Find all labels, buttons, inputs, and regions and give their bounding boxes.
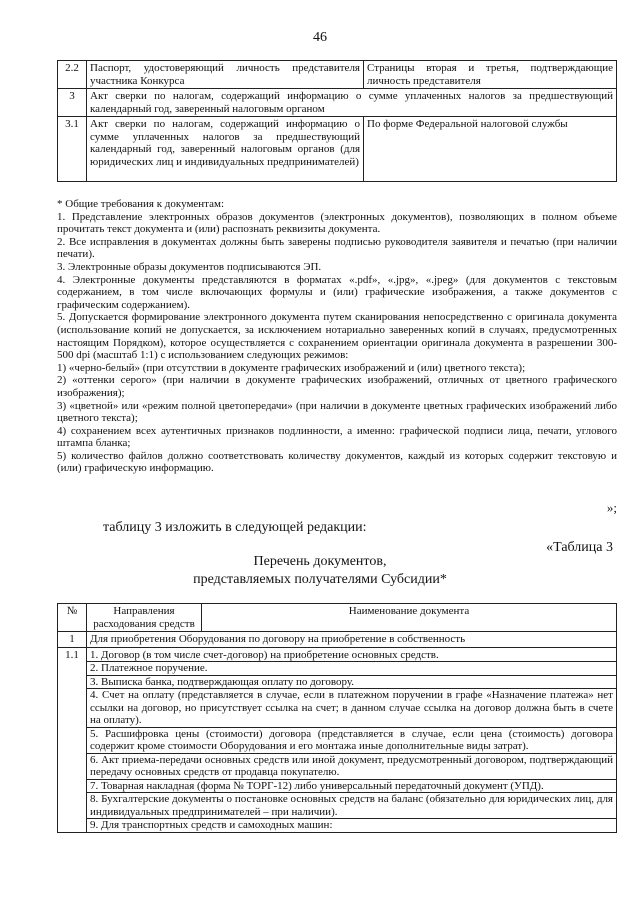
footnote-item: 1) «черно-белый» (при отсутствии в документе графических изображений и (или) цветного текста); [57, 361, 526, 374]
document-requirement: Страницы вторая и третья, подтверждающие личность представителя [364, 61, 617, 89]
table-row [58, 89, 617, 117]
header-direction: Направления расходования средств [87, 604, 202, 632]
title-line: Перечень документов, [253, 554, 387, 569]
footnote-item: 2) «оттенки серого» (при наличии в документе графических изображений, отличных от цветного графического изображения); [57, 374, 617, 399]
footnote-item: 4. Электронные документы представляются в форматах «.pdf», «.jpg», «.jpeg» (для документов с текстовым содержанием, в том числе включающих формулы и (или) графические изображения, а также документов с графическим содержанием). [57, 273, 617, 311]
title-line: представляемых получателями Субсидии* [193, 572, 447, 587]
list-item: 7. Товарная накладная (форма № ТОРГ-12) либо универсальный передаточный документ (УПД). [87, 780, 616, 794]
footnote-item: 3. Электронные образы документов подписываются ЭП. [57, 260, 322, 273]
documents-table-continued [57, 60, 617, 182]
list-item: 9. Для транспортных средств и самоходных машин: [90, 819, 333, 831]
table-row [58, 61, 617, 89]
footnote-item: 1. Представление электронных образов документов (электронных документов), позволяющих в полном объеме прочитать текст документа и (или) распознать реквизиты документа. [57, 210, 617, 236]
row-number: 3.1 [58, 117, 87, 182]
list-item: 8. Бухгалтерские документы о постановке основных средств на баланс (обязательно для юридических лиц, для индивидуальных предпринимателей – при наличии). [87, 793, 616, 819]
table-header-row [58, 604, 617, 632]
table-row [58, 647, 617, 832]
footnote-item: 5) количество файлов должно соответствовать количеству документов, каждый из которых содержит текстовую и (или) графическую информацию. [57, 449, 617, 475]
row-number: 3 [58, 89, 87, 117]
header-document-name: Наименование документа [202, 604, 617, 632]
footnote [57, 198, 617, 475]
header-number: № [58, 604, 87, 632]
document-name: Акт сверки по налогам, содержащий информацию о сумме уплаченных налогов за предшествующий календарный год, заверенный налоговым органов (для юридических лиц и индивидуальных предпринимателей) [87, 117, 364, 182]
footnote-heading: * Общие требования к документам: [57, 198, 225, 210]
page-number: 46 [313, 30, 327, 45]
list-item: 5. Расшифровка цены (стоимости) договора (представляется в случае, если цена (стоимость) договора содержит кроме стоимости Оборудования и его монтажа иные дополнительные виды затрат). [87, 728, 616, 754]
footnote-item: 3) «цветной» или «режим полной цветопередачи» (при наличии в документе цветных графических изображений либо цветного текста); [57, 399, 617, 425]
footnote-item: 4) сохранением всех аутентичных признаков подлинности, а именно: графической подписи лица, печати, углового штампа бланка; [57, 424, 617, 450]
row-number: 1 [58, 632, 87, 648]
list-item: 1. Договор (в том числе счет-договор) на приобретение основных средств. [87, 649, 616, 663]
footnote-item: 2. Все исправления в документах должны быть заверены подписью руководителя заявителя и печатью (при наличии печати). [57, 235, 617, 261]
document-list [87, 647, 617, 832]
table-label: «Таблица 3 [546, 540, 613, 555]
list-item: 2. Платежное поручение. [87, 662, 616, 676]
table-row [58, 117, 617, 182]
row-number: 1.1 [58, 647, 87, 832]
footnote-item: 5. Допускается формирование электронного документа путем сканирования непосредственно с оригинала документа (использование копий не допускается, за исключением нотариально заверенных копий в случаях, предусмотренных настоящим Порядком), которое осуществляется с сохранением ориентации оригинала документа в разрешении 300-500 dpi (масштаб 1:1) с использованием следующих режимов: [57, 311, 617, 362]
closing-quote: »; [606, 500, 617, 515]
list-item: 6. Акт приема-передачи основных средств или иной документ, предусмотренный договором, подтверждающий передачу основных средств от продавца покупателю. [87, 754, 616, 780]
list-item: 4. Счет на оплату (представляется в случае, если в платежном поручении в графе «Назначение платежа» нет ссылки на договор, но присутствует ссылка на счет; в данном случае ссылка на договор должна быть в счете на оплату). [87, 689, 616, 728]
section-title: Для приобретения Оборудования по договору на приобретение в собственность [87, 632, 617, 648]
row-number: 2.2 [58, 61, 87, 89]
amendment-instruction: таблицу 3 изложить в следующей редакции: [103, 520, 367, 535]
document-name: Паспорт, удостоверяющий личность представителя участника Конкурса [87, 61, 364, 89]
document-name: Акт сверки по налогам, содержащий информацию о сумме уплаченных налогов за предшествующий календарный год, заверенный налоговым органом [87, 89, 617, 117]
table-title [0, 553, 640, 589]
document-requirement: По форме Федеральной налоговой службы [364, 117, 617, 182]
subsidy-documents-table [57, 603, 617, 833]
table-section-row [58, 632, 617, 648]
list-item: 3. Выписка банка, подтверждающая оплату по договору. [87, 676, 616, 690]
